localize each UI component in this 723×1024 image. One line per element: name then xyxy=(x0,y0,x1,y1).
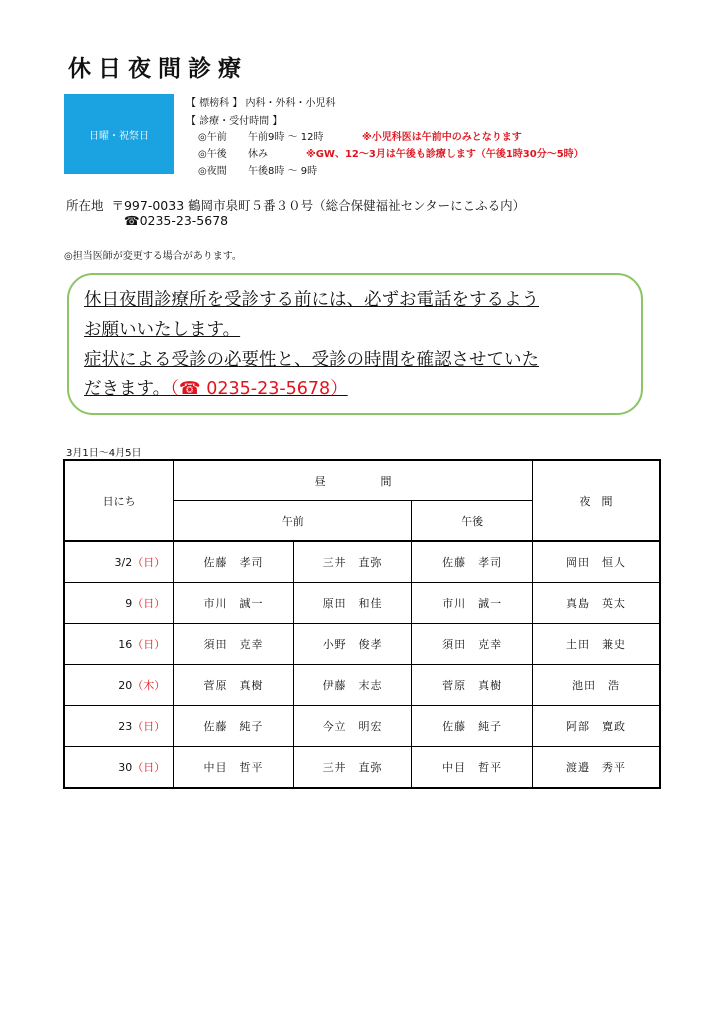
schedule-table xyxy=(63,459,661,789)
phone-number: ☎0235-23-5678 xyxy=(124,213,229,228)
date-value: 16 xyxy=(118,638,133,651)
holiday-badge: 日曜・祝祭日 xyxy=(64,94,174,174)
date-value: 3/2 xyxy=(114,556,133,569)
am-doctor-2: 伊藤 末志 xyxy=(293,665,412,706)
table-row xyxy=(64,747,660,789)
notice-line-1: 休日夜間診療所を受診する前には、必ずお電話をするよう xyxy=(84,290,539,310)
dept-value: 内科・外科・小児科 xyxy=(245,98,336,109)
am-doctor-2: 小野 俊孝 xyxy=(293,624,412,665)
night-doctor: 池田 浩 xyxy=(532,665,660,706)
weekday-value: （日） xyxy=(132,761,166,774)
date-cell xyxy=(64,665,174,706)
header-am: 午前 xyxy=(174,501,412,542)
date-value: 20 xyxy=(118,679,133,692)
table-row xyxy=(64,706,660,747)
weekday-value: （日） xyxy=(132,638,166,651)
am-doctor-1: 佐藤 純子 xyxy=(174,706,294,747)
am-doctor-1: 佐藤 孝司 xyxy=(174,541,294,583)
table-row xyxy=(64,624,660,665)
date-cell xyxy=(64,747,174,789)
date-cell xyxy=(64,624,174,665)
am-doctor-2: 三井 直弥 xyxy=(293,747,412,789)
date-cell xyxy=(64,541,174,583)
schedule-period: 3月1日～4月5日 xyxy=(66,448,142,459)
am-doctor-1: 中目 哲平 xyxy=(174,747,294,789)
pm-doctor: 佐藤 孝司 xyxy=(412,541,533,583)
night-doctor: 岡田 恒人 xyxy=(532,541,660,583)
am-doctor-2: 三井 直弥 xyxy=(293,541,412,583)
night-label: ◎夜間 xyxy=(198,166,227,177)
header-night: 夜 間 xyxy=(532,460,660,541)
night-doctor: 土田 兼史 xyxy=(532,624,660,665)
table-row xyxy=(64,541,660,583)
pm-doctor: 市川 誠一 xyxy=(412,583,533,624)
header-date: 日にち xyxy=(64,460,174,541)
notice-line-2: お願いいたします。 xyxy=(84,320,241,340)
pm-time: 休み xyxy=(248,149,268,160)
doctor-change-note: ◎担当医師が変更する場合があります。 xyxy=(64,251,242,262)
night-doctor: 阿部 寛政 xyxy=(532,706,660,747)
header-pm: 午後 xyxy=(412,501,533,542)
address-label: 所在地 xyxy=(66,198,104,213)
address-value: 〒997-0033 鶴岡市泉町５番３０号（総合保健福祉センターにこふる内） xyxy=(111,198,526,213)
am-doctor-2: 今立 明宏 xyxy=(293,706,412,747)
date-value: 23 xyxy=(118,720,133,733)
date-cell xyxy=(64,583,174,624)
header-daytime: 昼 間 xyxy=(174,460,533,501)
pm-doctor: 佐藤 純子 xyxy=(412,706,533,747)
pm-doctor: 中目 哲平 xyxy=(412,747,533,789)
night-time: 午後8時 ～ 9時 xyxy=(248,166,318,177)
pm-note: ※GW、12～3月は午後も診療します（午後1時30分～5時） xyxy=(306,149,584,160)
am-doctor-1: 須田 克幸 xyxy=(174,624,294,665)
weekday-value: （日） xyxy=(132,597,166,610)
notice-phone: （☎ 0235-23-5678） xyxy=(170,379,348,399)
page-title: 休日夜間診療 xyxy=(68,56,248,82)
pm-label: ◎午後 xyxy=(198,149,227,160)
date-cell xyxy=(64,706,174,747)
notice-line-4 xyxy=(84,375,348,400)
night-doctor: 真島 英太 xyxy=(532,583,660,624)
am-note: ※小児科医は午前中のみとなります xyxy=(362,132,522,143)
address-line xyxy=(66,196,525,214)
date-value: 9 xyxy=(125,597,133,610)
weekday-value: （木） xyxy=(132,679,166,692)
weekday-value: （日） xyxy=(132,556,166,569)
am-doctor-1: 菅原 真樹 xyxy=(174,665,294,706)
dept-line xyxy=(186,97,336,111)
date-value: 30 xyxy=(118,761,133,774)
am-time: 午前9時 ～ 12時 xyxy=(248,132,324,143)
am-doctor-2: 原田 和佳 xyxy=(293,583,412,624)
pm-doctor: 菅原 真樹 xyxy=(412,665,533,706)
table-row xyxy=(64,583,660,624)
pm-doctor: 須田 克幸 xyxy=(412,624,533,665)
am-doctor-1: 市川 誠一 xyxy=(174,583,294,624)
notice-line-3: 症状による受診の必要性と、受診の時間を確認させていた xyxy=(84,350,539,370)
table-row xyxy=(64,665,660,706)
hours-label: 【 診療・受付時間 】 xyxy=(186,116,283,127)
weekday-value: （日） xyxy=(132,720,166,733)
notice-line-4-text: だきます。 xyxy=(84,379,171,399)
am-label: ◎午前 xyxy=(198,132,227,143)
dept-label: 【 標榜科 】 xyxy=(186,98,243,109)
night-doctor: 渡邉 秀平 xyxy=(532,747,660,789)
